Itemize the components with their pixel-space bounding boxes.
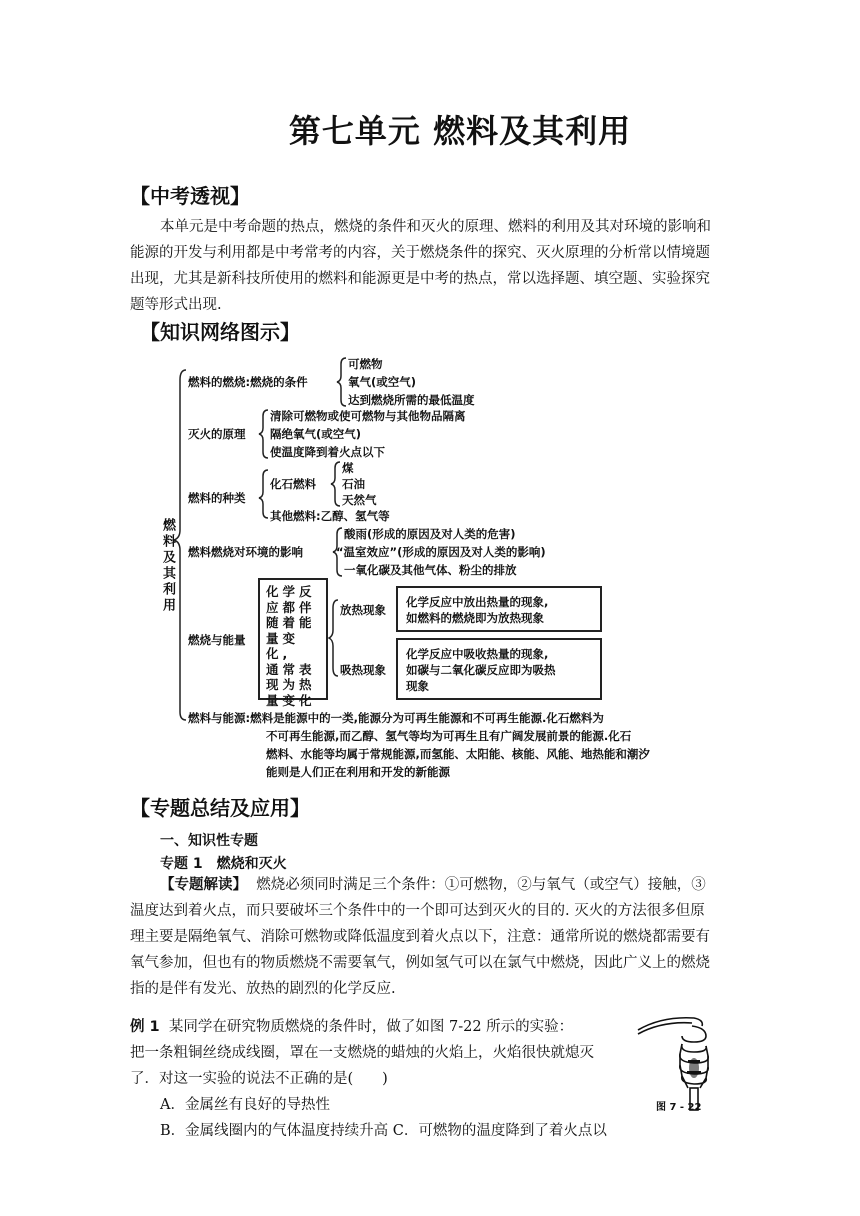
- b1-item: 可燃物: [348, 357, 383, 371]
- box-line: 量变化: [266, 692, 316, 708]
- branch-energy: 燃烧与能量: [188, 633, 246, 647]
- jiedu-label: 【专题解读】: [160, 877, 247, 893]
- b3-fossil-item: 煤: [342, 461, 354, 475]
- branch-environment: 燃料燃烧对环境的影响: [188, 545, 303, 559]
- box-line: 量变化,: [266, 630, 300, 661]
- b2-item: 隔绝氧气(或空气): [270, 427, 362, 441]
- box-line: 化学反应中吸收热量的现象,: [406, 647, 549, 661]
- b1-item: 达到燃烧所需的最低温度: [348, 393, 475, 407]
- b4-item: 酸雨(形成的原因及对人类的危害): [344, 527, 516, 541]
- branch-extinguish: 灭火的原理: [188, 427, 246, 441]
- b4-item: “温室效应”(形成的原因及对人类的影响): [336, 545, 546, 559]
- b6-line: 燃料与能源:燃料是能源中的一类,能源分为可再生能源和不可再生能源.化石燃料为: [188, 711, 604, 725]
- example-question: [130, 1014, 650, 1144]
- heading-exam-perspective: 【中考透视】: [130, 184, 250, 208]
- question-line: 了．对这一实验的说法不正确的是( ): [130, 1071, 388, 1087]
- para-line: 能源的开发与利用都是中考常考的内容，关于燃烧条件的探究、灭火原理的分析常以情境题: [130, 245, 710, 261]
- box-line: 现象: [406, 679, 429, 693]
- para-line: 指的是伴有发光、放热的剧烈的化学反应.: [130, 981, 396, 997]
- b1-item: 氧气(或空气): [348, 375, 417, 389]
- branch-combustion: 燃料的燃烧:燃烧的条件: [188, 375, 308, 389]
- box-line: 通常表: [266, 661, 316, 677]
- figure-copper-coil-candle: [632, 1008, 742, 1112]
- para-line: 温度达到着火点，而只要破坏三个条件中的一个即可达到灭火的目的. 灭火的方法很多但原: [130, 903, 705, 919]
- topic-explanation: [130, 872, 750, 1002]
- subheading-knowledge: 一、知识性专题: [160, 833, 258, 849]
- para-line: 理主要是隔绝氧气、消除可燃物或降低温度到着火点以下，注意：通常所说的燃烧都需要有: [130, 929, 710, 945]
- heading-topic-summary: 【专题总结及应用】: [130, 796, 310, 820]
- b3-other-fuel: 其他燃料:乙醇、氢气等: [270, 509, 390, 523]
- b6-line: 燃料、水能等均属于常规能源,而氢能、太阳能、核能、风能、地热能和潮汐: [266, 747, 650, 761]
- b3-fossil-item: 天然气: [342, 493, 377, 507]
- topic-title: 专题 1 燃烧和灭火: [160, 856, 287, 872]
- box-line: 如燃料的燃烧即为放热现象: [406, 611, 544, 625]
- para-line: 燃烧必须同时满足三个条件：①可燃物，②与氧气（或空气）接触，③: [256, 877, 706, 893]
- para-line: 出现，尤其是新科技所使用的燃料和能源更是中考的热点，常以选择题、填空题、实验探究: [130, 271, 710, 287]
- example-label: 例 1: [130, 1019, 160, 1035]
- b4-item: 一氧化碳及其他气体、粉尘的排放: [344, 563, 517, 577]
- figure-caption: 图 7 - 22: [656, 1102, 702, 1113]
- endothermic-box: [396, 638, 602, 700]
- box-line: 化学反: [266, 584, 316, 599]
- box-line: 随着能: [266, 615, 316, 630]
- b3-fossil-label: 化石燃料: [270, 477, 316, 491]
- exothermic-label: 放热现象: [340, 603, 386, 617]
- question-line: 把一条粗铜丝绕成线圈，罩在一支燃烧的蜡烛的火焰上，火焰很快就熄灭: [130, 1045, 594, 1061]
- b6-line: 能则是人们正在利用和开发的新能源: [266, 765, 450, 779]
- b6-line: 不可再生能源,而乙醇、氢气等均为可再生且有广阔发展前景的能源.化石: [266, 729, 632, 743]
- box-line: 现为热: [266, 677, 316, 692]
- option-a: A．金属丝有良好的导热性: [160, 1097, 330, 1113]
- option-b-c: B．金属线圈内的气体温度持续升高 C．可燃物的温度降到了着火点以: [160, 1123, 607, 1139]
- para-line: 本单元是中考命题的热点，燃烧的条件和灭火的原理、燃料的利用及其对环境的影响和: [160, 219, 711, 235]
- exothermic-box: [396, 586, 602, 632]
- page-title: 第七单元 燃料及其利用: [288, 112, 632, 150]
- energy-change-box: [258, 578, 328, 708]
- question-line: 某同学在研究物质燃烧的条件时，做了如图 7-22 所示的实验：: [168, 1019, 574, 1035]
- b2-item: 使温度降到着火点以下: [270, 445, 385, 459]
- box-line: 应都伴: [266, 599, 316, 615]
- box-line: 如碳与二氧化碳反应即为吸热: [406, 663, 556, 677]
- b2-item: 清除可燃物或使可燃物与其他物品隔离: [270, 409, 466, 423]
- para-line: 氧气参加，但也有的物质燃烧不需要氧气，例如氢气可以在氯气中燃烧，因此广义上的燃烧: [130, 955, 710, 971]
- diagram-root-label: 燃料及其利用: [160, 518, 175, 614]
- endothermic-label: 吸热现象: [340, 663, 386, 677]
- para-line: 题等形式出现.: [130, 297, 222, 313]
- branch-fuel-types: 燃料的种类: [188, 491, 246, 505]
- heading-knowledge-network: 【知识网络图示】: [140, 320, 300, 344]
- box-line: 化学反应中放出热量的现象,: [406, 595, 549, 609]
- b3-fossil-item: 石油: [342, 477, 365, 491]
